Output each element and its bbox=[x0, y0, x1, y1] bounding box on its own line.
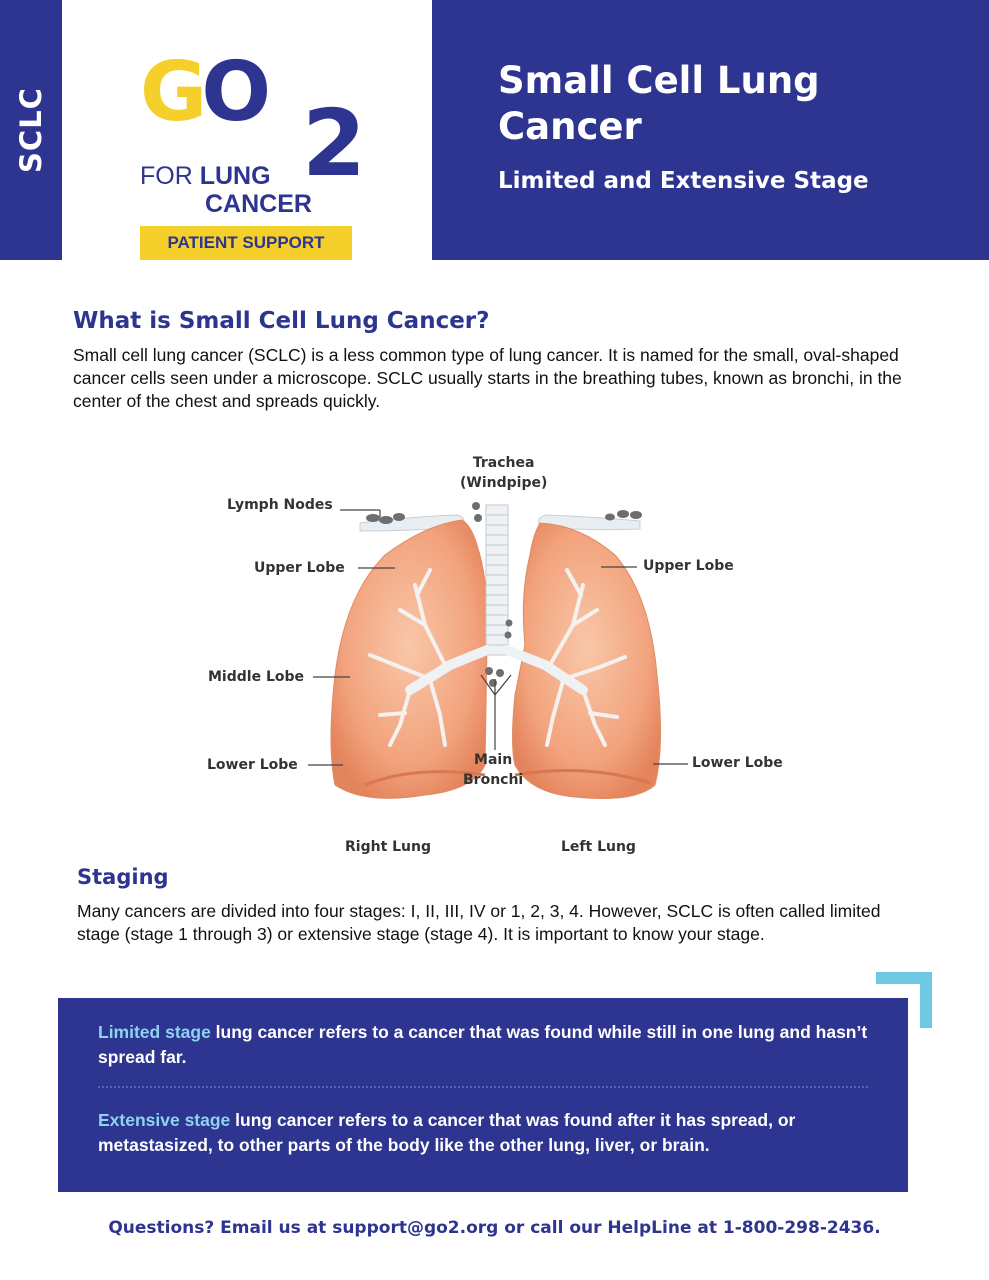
logo-patient-support: PATIENT SUPPORT bbox=[140, 226, 352, 260]
footer-contact: Questions? Email us at support@go2.org or call our HelpLine at 1-800-298-2436. bbox=[108, 1218, 881, 1238]
trachea-shape bbox=[486, 505, 508, 655]
lower-lobe-left-label: Lower Lobe bbox=[692, 755, 783, 771]
staging-heading: Staging bbox=[77, 865, 169, 889]
side-tab-label: SCLC bbox=[14, 87, 48, 173]
right-lung-label: Right Lung bbox=[345, 839, 432, 855]
staging-paragraph: Many cancers are divided into four stages: I, II, III, IV or 1, 2, 3, 4. However, SCLC is often called limited stage (stage 1 through 3) or extensive stage (stage 4). It is important to know your stage. bbox=[77, 901, 881, 944]
page-subtitle: Limited and Extensive Stage bbox=[498, 168, 869, 194]
main-bronchi-label: Main Bronchi bbox=[463, 752, 524, 788]
lower-lobe-right-label: Lower Lobe bbox=[207, 757, 298, 773]
logo-for-lung: FOR LUNG bbox=[140, 162, 271, 190]
side-tab bbox=[0, 0, 62, 260]
go2-logo bbox=[140, 45, 367, 262]
upper-lobe-right-label: Upper Lobe bbox=[254, 560, 345, 576]
page-title: Small Cell Lung Cancer bbox=[498, 59, 820, 148]
lung-diagram bbox=[195, 445, 795, 865]
upper-lobe-left-label: Upper Lobe bbox=[643, 558, 734, 574]
intro-heading: What is Small Cell Lung Cancer? bbox=[73, 308, 490, 334]
middle-lobe-label: Middle Lobe bbox=[208, 669, 304, 685]
divider bbox=[98, 1086, 868, 1088]
extensive-stage-term: Extensive stage bbox=[98, 1110, 231, 1130]
trachea-label: Trachea (Windpipe) bbox=[460, 455, 548, 491]
header-banner bbox=[432, 0, 989, 260]
stage-definitions-box bbox=[58, 998, 908, 1192]
extensive-stage-text: Extensive stage lung cancer refers to a cancer that was found after it has spread, or metastasized, to other parts of the body like the other lung, liver, or brain. bbox=[98, 1110, 796, 1155]
left-lung-label: Left Lung bbox=[561, 839, 636, 855]
lymph-nodes-label: Lymph Nodes bbox=[227, 497, 333, 513]
limited-stage-text: Limited stage lung cancer refers to a cancer that was found while still in one lung and hasn’t spread far. bbox=[98, 1022, 868, 1067]
logo-two: 2 bbox=[302, 90, 367, 197]
logo-cancer: CANCER bbox=[205, 190, 312, 218]
intro-paragraph: Small cell lung cancer (SCLC) is a less common type of lung cancer. It is named for the small, oval-shaped cancer cells seen under a microscope. SCLC usually starts in the breathing tubes, known as bronchi, in the center of the chest and spreads quickly. bbox=[73, 345, 902, 411]
limited-stage-term: Limited stage bbox=[98, 1022, 211, 1042]
logo-go: GO bbox=[140, 45, 266, 140]
